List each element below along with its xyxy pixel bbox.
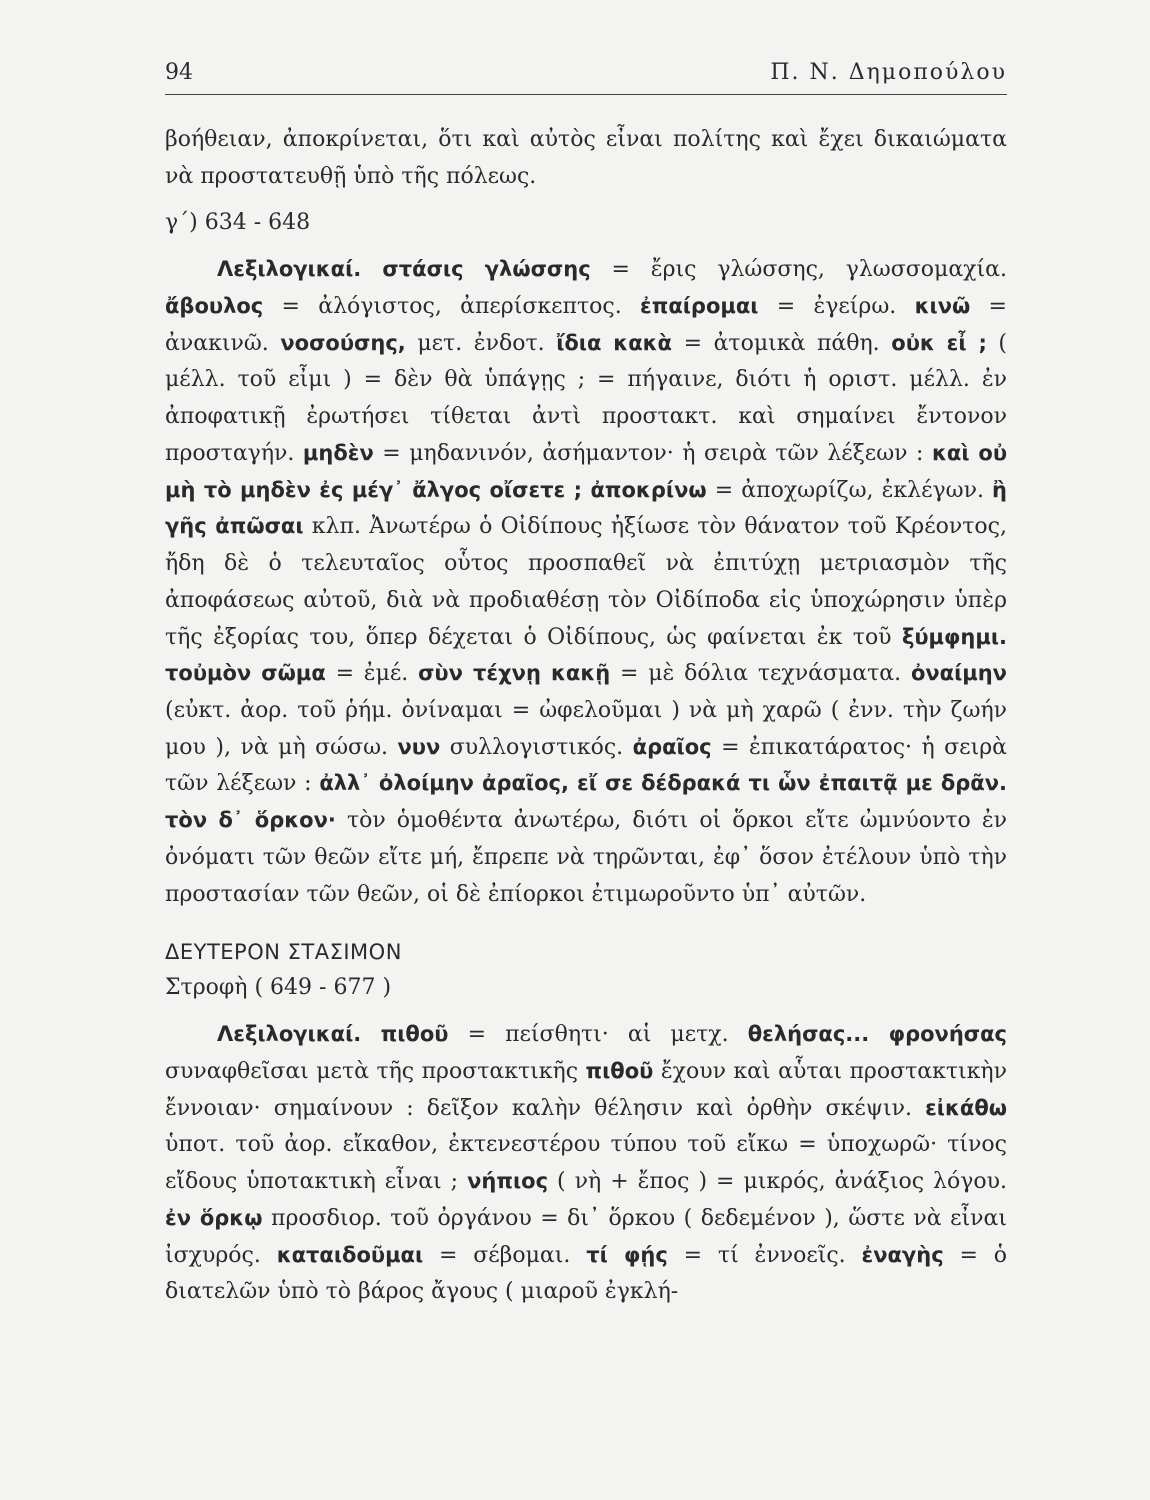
paragraph-continued: βοήθειαν, ἀποκρίνεται, ὅτι καὶ αὐτὸς εἶναι πολίτης καὶ ἔχει δικαιώματα νὰ προστατευθῇ ὑπὸ τῆς πόλεως. xyxy=(165,127,1007,189)
term: πιθοῦ xyxy=(585,1058,654,1083)
term: ἐπαίρομαι xyxy=(640,293,759,318)
term: μηδὲν xyxy=(302,440,374,465)
term: οὐκ εἶ ; xyxy=(891,330,987,355)
term: θελήσας... φρονήσας xyxy=(747,1022,1008,1047)
term: ὀναίμην xyxy=(910,661,1007,686)
term: σὺν τέχνῃ κακῇ xyxy=(418,661,611,686)
term: ἄβουλος xyxy=(165,293,264,318)
section-heading-634-648: γ΄) 634 - 648 xyxy=(165,210,311,236)
term: καταιδοῦμαι xyxy=(276,1242,424,1267)
page-number: 94 xyxy=(165,60,193,85)
term: νήπιος xyxy=(467,1169,549,1194)
section-subheading-strophe: Στροφὴ ( 649 - 677 ) xyxy=(165,975,392,1001)
term: εἰκάθω xyxy=(925,1095,1007,1120)
term: ἐν ὅρκῳ xyxy=(165,1205,263,1230)
term: Λεξιλογικαί. στάσις γλώσσης xyxy=(217,257,591,282)
page-header xyxy=(165,58,1007,95)
term: καὶ οὐ μὴ τὸ μηδὲν ἐς μέγ᾽ ἄλγος οἴσετε ; ἀποκρίνω xyxy=(165,440,1008,502)
term: τί φῄς xyxy=(586,1242,668,1267)
term: ξύμφημι. τοὐμὸν σῶμα xyxy=(165,624,1007,686)
term: νυν xyxy=(397,734,441,759)
glossary-paragraph-1: Λεξιλογικαί. στάσις γλώσσης = ἔρις γλώσσης, γλωσσομαχία. ἄβουλος = ἀλόγιστος, ἀπερίσκεπτος. ἐπαίρομαι = ἐγείρω. κινῶ = ἀνακινῶ. νοσούσης, μετ. ἐνδοτ. ἴδια κακὰ = ἀτομικὰ πάθη. οὐκ εἶ ; ( μέλλ. τοῦ εἶμι ) = δὲν θὰ ὑπάγῃς ; = πήγαινε, διότι ἡ οριστ. μέλλ. ἐν ἀποφατικῇ ἐρωτήσει τίθεται ἀντὶ προστακτ. καὶ σημαίνει ἔντονον προσταγήν. μηδὲν = μηδανινόν, ἀσήμαντον· ἡ σειρὰ τῶν λέξεων : καὶ οὐ μὴ τὸ μηδὲν ἐς μέγ᾽ ἄλγος οἴσετε ; ἀποκρίνω = ἀποχωρίζω, ἐκλέγων. ἢ γῆς ἀπῶσαι κλπ. Ἀνωτέρω ὁ Οἰδίπους ἠξίωσε τὸν θάνατον τοῦ Κρέοντος, ἤδη δὲ ὁ τελευταῖος οὗτος προσπαθεῖ νὰ ἐπιτύχῃ μετριασμὸν τῆς ἀποφάσεως αὐτοῦ, διὰ νὰ προδιαθέσῃ τὸν Οἰδίποδα εἰς ὑποχώρησιν ὑπὲρ τῆς ἐξορίας του, ὅπερ δέχεται ὁ Οἰδίπους, ὡς φαίνεται ἐκ τοῦ ξύμφημι. τοὐμὸν σῶμα = ἐμέ. σὺν τέχνῃ κακῇ = μὲ δόλια τεχνάσματα. ὀναίμην (εὐκτ. ἀορ. τοῦ ῥήμ. ὀνίναμαι = ὠφελοῦμαι ) νὰ μὴ χαρῶ ( ἐνν. τὴν ζωήν μου ), νὰ μὴ σώσω. νυν συλλογιστικός. ἀραῖος = ἐπικατάρατος· ἡ σειρὰ τῶν λέξεων : ἀλλ᾽ ὀλοίμην ἀραῖος, εἴ σε δέδρακά τι ὧν ἐπαιτᾷ με δρᾶν. τὸν δ᾽ ὅρκον· τὸν ὁμοθέντα ἀνωτέρω, διότι οἱ ὅρκοι εἴτε ὠμνύοντο ἐν ὀνόματι τῶν θεῶν εἴτε μή, ἔπρεπε νὰ τηρῶνται, ἐφ᾽ ὅσον ἐτέλουν ὑπὸ τὴν προστασίαν τῶν θεῶν, οἱ δὲ ἐπίορκοι ἐτιμωροῦντο ὑπ᾽ αὐτῶν. xyxy=(165,257,1008,907)
term: ἀλλ᾽ ὀλοίμην ἀραῖος, εἴ σε δέδρακά τι ὧν ἐπαιτᾷ με δρᾶν. τὸν δ᾽ ὅρκον· xyxy=(165,771,1008,833)
page-body xyxy=(165,122,1007,1311)
term: Λεξιλογικαί. πιθοῦ xyxy=(217,1022,449,1047)
term: ἢ γῆς ἀπῶσαι xyxy=(165,477,1007,539)
term: ἀραῖος xyxy=(632,734,712,759)
running-head: Π. Ν. Δημοπούλου xyxy=(770,60,1007,85)
term: ἴδια κακὰ xyxy=(556,330,672,355)
glossary-paragraph-2: Λεξιλογικαί. πιθοῦ = πείσθητι· αἱ μετχ. θελήσας... φρονήσας συναφθεῖσαι μετὰ τῆς προστακτικῆς πιθοῦ ἔχουν καὶ αὗται προστακτικὴν ἔννοιαν· σημαίνουν : δεῖξον καλὴν θέλησιν καὶ ὀρθὴν σκέψιν. εἰκάθω ὑποτ. τοῦ ἀορ. εἴκαθον, ἐκτενεστέρου τύπου τοῦ εἴκω = ὑποχωρῶ· τίνος εἴδους ὑποτακτικὴ εἶναι ; νήπιος ( νὴ + ἔπος ) = μικρός, ἀνάξιος λόγου. ἐν ὅρκῳ προσδιορ. τοῦ ὀργάνου = δι᾽ ὅρκου ( δεδεμένον ), ὥστε νὰ εἶναι ἰσχυρός. καταιδοῦμαι = σέβομαι. τί φῄς = τί ἐννοεῖς. ἐναγὴς = ὁ διατελῶν ὑπὸ τὸ βάρος ἄγους ( μιαροῦ ἐγκλή- xyxy=(165,1022,1008,1305)
term: κινῶ xyxy=(914,293,971,318)
term: νοσούσης, xyxy=(280,330,406,355)
term: ἐναγὴς xyxy=(861,1242,944,1267)
section-heading-second-stasimon: ΔΕΥΤΕΡΟΝ ΣΤΑΣΙΜΟΝ xyxy=(165,940,402,965)
